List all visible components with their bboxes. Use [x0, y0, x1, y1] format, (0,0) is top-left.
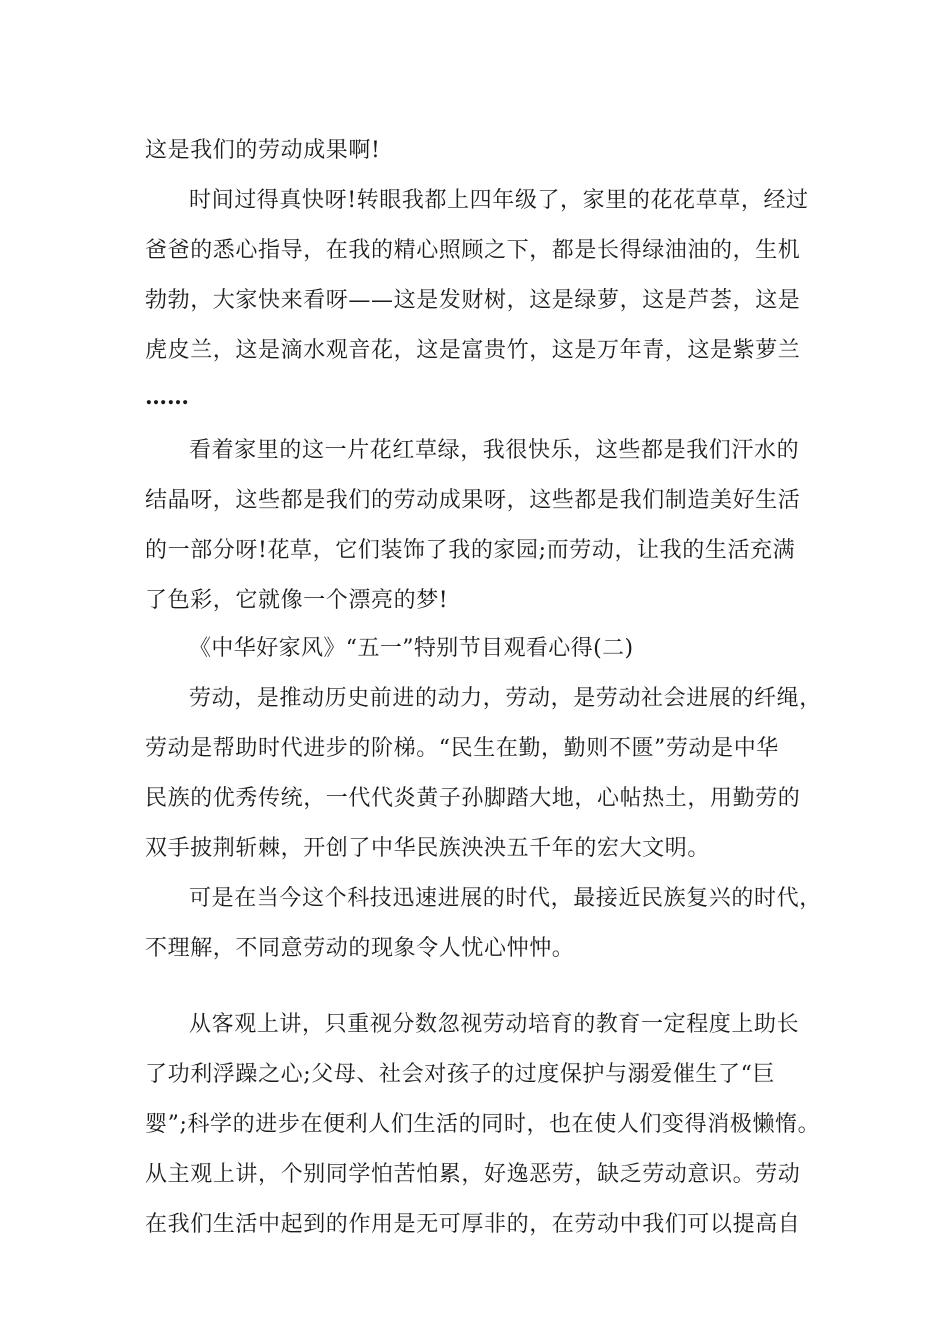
- text-line: 勃勃，大家快来看呀——这是发财树，这是绿萝，这是芦荟，这是: [145, 288, 801, 313]
- text-line: 这是我们的劳动成果啊!: [145, 138, 381, 163]
- text-line: 了色彩，它就像一个漂亮的梦!: [145, 588, 449, 613]
- text-line: 在我们生活中起到的作用是无可厚非的，在劳动中我们可以提高自: [145, 1212, 801, 1237]
- text-line: 婴”;科学的进步在便利人们生活的同时，也在使人们变得消极懒惰。: [145, 1112, 821, 1137]
- text-line: 看着家里的这一片花红草绿，我很快乐，这些都是我们汗水的: [189, 438, 800, 463]
- text-line: 可是在当今这个科技迅速进展的时代，最接近民族复兴的时代，: [189, 886, 822, 911]
- text-line: 从主观上讲，个别同学怕苦怕累，好逸恶劳，缺乏劳动意识。劳动: [145, 1162, 801, 1187]
- text-line: 结晶呀，这些都是我们的劳动成果呀，这些都是我们制造美好生活: [145, 488, 801, 513]
- text-line: 了功利浮躁之心;父母、社会对孩子的过度保护与溺爱催生了“巨: [145, 1062, 776, 1087]
- text-line: 民族的优秀传统，一代代炎黄子孙脚踏大地，心帖热土，用勤劳的: [145, 786, 801, 811]
- text-line: 的一部分呀!花草，它们装饰了我的家园;而劳动，让我的生活充满: [145, 538, 796, 563]
- text-line: 双手披荆斩棘，开创了中华民族泱泱五千年的宏大文明。: [145, 836, 711, 861]
- text-line: 从客观上讲，只重视分数忽视劳动培育的教育一定程度上助长: [189, 1012, 800, 1037]
- text-line: 爸爸的悉心指导，在我的精心照顾之下，都是长得绿油油的，生机: [145, 238, 801, 263]
- text-line: 不理解，不同意劳动的现象令人忧心忡忡。: [145, 936, 575, 961]
- text-line: 劳动是帮助时代进步的阶梯。“民生在勤，勤则不匮”劳动是中华: [145, 736, 779, 761]
- text-line: 劳动，是推动历史前进的动力，劳动，是劳动社会进展的纤绳，: [189, 686, 822, 711]
- text-line: ……: [145, 384, 189, 410]
- section-title: 《中华好家风》“五一”特别节目观看心得(二): [189, 636, 634, 661]
- text-line: 虎皮兰，这是滴水观音花，这是富贵竹，这是万年青，这是紫萝兰: [145, 338, 801, 363]
- text-line: 时间过得真快呀!转眼我都上四年级了，家里的花花草草，经过: [189, 188, 809, 213]
